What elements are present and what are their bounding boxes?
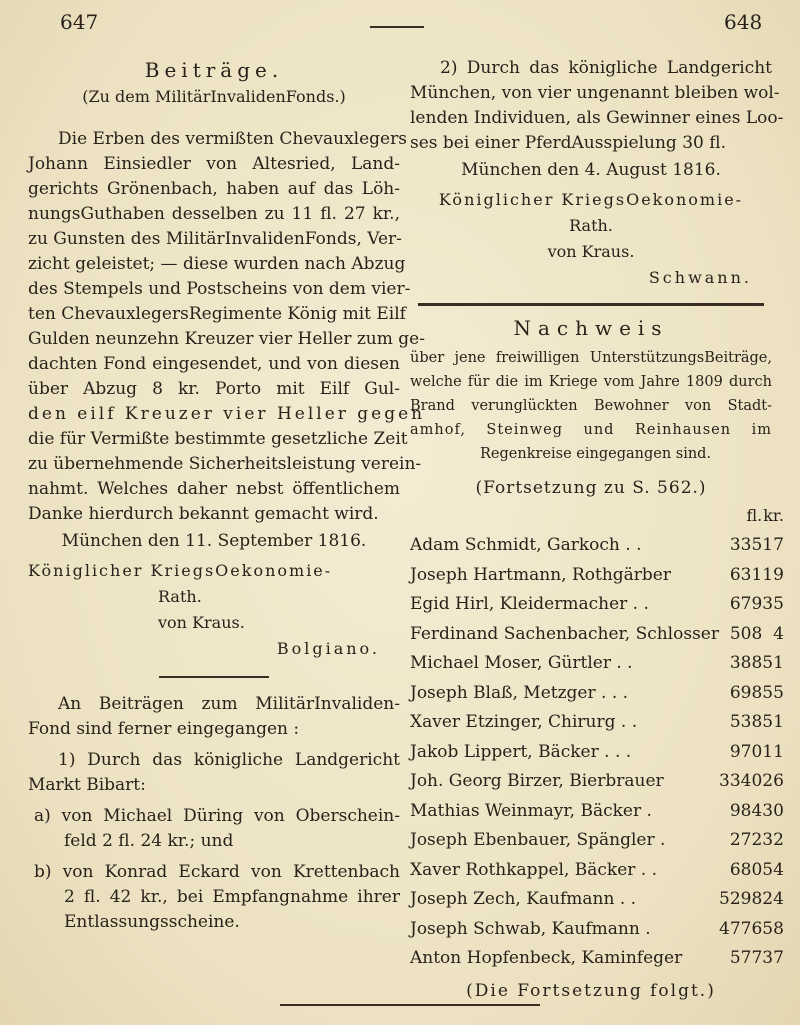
table-row <box>410 944 788 974</box>
table-cell-kr: 58 <box>762 918 784 939</box>
notice-line: gerichts Grönenbach, haben auf das Löh- <box>28 179 400 199</box>
table-row <box>410 914 788 944</box>
table-cell-kr: 37 <box>762 948 784 969</box>
notice-line: dachten Fond eingesendet, und von diesen <box>28 354 400 374</box>
table-cell-kr: 54 <box>762 859 784 880</box>
notice-line: Johann Einsiedler von Altesried, Land- <box>28 154 400 174</box>
notice-line: ses bei einer PferdAusspielung 30 fl. <box>410 133 726 153</box>
signature-org: Königlicher KriegsOekonomie- <box>28 561 333 580</box>
table-cell-kr: 11 <box>762 741 784 762</box>
table-row <box>410 619 788 649</box>
table-cell-name: Joseph Zech, Kaufmann . . <box>410 889 637 910</box>
table-cell-fl: 984 <box>729 800 763 821</box>
table-cell-fl: 680 <box>729 859 763 880</box>
signature-name: von Kraus. <box>547 242 635 261</box>
table-cell-name: Xaver Etzinger, Chirurg . . <box>410 712 638 733</box>
table-row <box>410 590 788 620</box>
header-rule <box>370 26 424 28</box>
table-cell-fl: 631 <box>729 564 763 585</box>
notice-line: die für Vermißte bestimmte gesetzliche Zeit <box>28 429 408 449</box>
notice-line: den eilf Kreuzer vier Heller gegen <box>28 404 426 424</box>
signature-org-rath: Rath. <box>569 216 613 235</box>
table-cell-kr: 26 <box>762 771 784 792</box>
list-item: Entlassungsscheine. <box>64 912 240 932</box>
table-cell-fl: 970 <box>729 741 763 762</box>
description-line: Regenkreise eingegangen sind. <box>480 446 712 462</box>
table-row <box>410 678 788 708</box>
table-cell-name: Xaver Rothkappel, Bäcker . . <box>410 859 658 880</box>
date-line: München den 4. August 1816. <box>461 160 721 180</box>
notice-line: des Stempels und Postscheins von dem vier- <box>28 279 411 299</box>
signature-clerk: Bolgiano. <box>276 639 380 658</box>
footer-rule <box>280 1004 540 1006</box>
table-cell-kr: 17 <box>762 535 784 556</box>
notice-line: lenden Individuen, als Gewinner eines Loo- <box>410 108 784 128</box>
table-cell-fl: 5298 <box>719 889 763 910</box>
table-cell-fl: 698 <box>729 682 763 703</box>
description-line: Brand verunglückten Bewohner von Stadt- <box>410 398 772 414</box>
table-cell-kr: 35 <box>762 594 784 615</box>
signature-clerk: Schwann. <box>648 268 752 287</box>
page-number-right: 648 <box>724 10 763 34</box>
table-row <box>410 767 788 797</box>
notice-line: ten ChevauxlegersRegimente König mit Eilf <box>28 304 406 324</box>
table-row <box>410 855 788 885</box>
table-cell-name: Adam Schmidt, Garkoch . . <box>410 535 642 556</box>
table-row <box>410 885 788 915</box>
notice-line: nungsGuthaben desselben zu 11 fl. 27 kr., <box>28 204 400 224</box>
table-row <box>410 708 788 738</box>
section-divider <box>418 303 764 306</box>
page-number-left: 647 <box>60 10 99 34</box>
notice-line: Fond sind ferner eingegangen : <box>28 719 300 739</box>
table-cell-fl: 577 <box>729 948 763 969</box>
table-cell-name: Anton Hopfenbeck, Kaminfeger <box>410 948 683 969</box>
nachweis-description <box>410 346 772 466</box>
notice-line: zu Gunsten des MilitärInvalidenFonds, Ver- <box>28 229 402 249</box>
notice-line: nahmt. Welches daher nebst öffentlichem <box>28 479 400 499</box>
section-title: Beiträge. <box>144 58 284 82</box>
table-cell-name: Joseph Ebenbauer, Spängler . <box>410 830 666 851</box>
column-header-fl: fl. <box>746 506 763 526</box>
date-line: München den 11. September 1816. <box>61 531 367 551</box>
table-cell-name: Jakob Lippert, Bäcker . . . <box>410 741 632 762</box>
signature-org: Königlicher KriegsOekonomie- <box>438 190 744 209</box>
table-cell-kr: 30 <box>762 800 784 821</box>
table-row <box>410 826 788 856</box>
description-line: welche für die im Kriege vom Jahre 1809 durch <box>410 374 772 390</box>
table-cell-fl: 4776 <box>719 918 763 939</box>
list-item: b) von Konrad Eckard von Krettenbach <box>34 862 400 882</box>
table-row <box>410 796 788 826</box>
table-cell-fl: 388 <box>729 653 763 674</box>
notice-line: An Beiträgen zum MilitärInvaliden- <box>58 694 400 714</box>
section-divider <box>159 676 269 678</box>
list-item: Markt Bibart: <box>28 775 146 795</box>
notice-line: Die Erben des vermißten Chevauxlegers <box>58 129 407 149</box>
notice-3 <box>410 56 784 156</box>
table-cell-fl: 272 <box>729 830 763 851</box>
list-item: 1) Durch das königliche Landgericht <box>58 750 400 770</box>
notice-line: über Abzug 8 kr. Porto mit Eilf Gul- <box>28 379 400 399</box>
notice-line: Danke hierdurch bekannt gemacht wird. <box>28 504 379 524</box>
list-item: a) von Michael Düring von Oberschein- <box>34 806 400 826</box>
closing-note: (Die Fortsetzung folgt.) <box>466 981 716 1001</box>
left-column <box>28 56 426 935</box>
table-cell-fl: 3340 <box>719 771 763 792</box>
table-cell-name: Joseph Schwab, Kaufmann . <box>410 918 651 939</box>
column-header-kr: kr. <box>763 506 784 526</box>
table-cell-name: Egid Hirl, Kleidermacher . . <box>410 594 649 615</box>
signature-org-rath: Rath. <box>158 587 202 606</box>
notice-line: Gulden neunzehn Kreuzer vier Heller zum ge- <box>28 329 425 349</box>
table-cell-kr: 24 <box>762 889 784 910</box>
table-cell-kr: 4 <box>773 623 784 644</box>
notice-line: 2) Durch das königliche Landgericht <box>440 58 772 78</box>
table-row <box>410 560 788 590</box>
list-item: 2 fl. 42 kr., bei Empfangnahme ihrer <box>64 887 400 907</box>
table-row <box>410 649 788 679</box>
nachweis-title: Nachweis <box>513 316 669 340</box>
table-cell-fl: 679 <box>729 594 763 615</box>
table-cell-name: Joseph Blaß, Metzger . . . <box>410 682 629 703</box>
table-cell-fl: 508 <box>729 623 763 644</box>
table-cell-name: Joseph Hartmann, Rothgärber <box>410 564 671 585</box>
table-header-row <box>410 501 788 531</box>
table-cell-fl: 538 <box>729 712 763 733</box>
table-row <box>410 531 788 561</box>
notice-2 <box>28 692 400 935</box>
table-cell-name: Ferdinand Sachenbacher, Schlosser <box>410 623 719 644</box>
notice-line: zicht geleistet; — diese wurden nach Abzug <box>28 254 406 274</box>
right-column <box>410 56 784 1004</box>
table-cell-name: Joh. Georg Birzer, Bierbrauer <box>410 771 664 792</box>
table-cell-name: Mathias Weinmayr, Bäcker . <box>410 800 652 821</box>
table-cell-name: Michael Moser, Gürtler . . <box>410 653 633 674</box>
continuation-note: (Fortsetzung zu S. 562.) <box>475 478 707 498</box>
signature-name: von Kraus. <box>158 613 245 632</box>
table-cell-fl: 335 <box>729 535 763 556</box>
table-cell-kr: 32 <box>762 830 784 851</box>
description-line: amhof, Steinweg und Reinhausen im <box>410 422 772 438</box>
table-cell-kr: 51 <box>762 653 784 674</box>
contributions-table <box>410 501 788 973</box>
notice-line: zu übernehmende Sicherheitsleistung verein- <box>28 454 422 474</box>
table-cell-kr: 55 <box>762 682 784 703</box>
notice-line: München, von vier ungenannt bleiben wol- <box>410 83 780 103</box>
section-subtitle: (Zu dem MilitärInvalidenFonds.) <box>82 87 346 106</box>
table-cell-kr: 51 <box>762 712 784 733</box>
description-line: über jene freiwilligen UnterstützungsBeiträge, <box>410 350 772 366</box>
table-row <box>410 737 788 767</box>
table-cell-kr: 19 <box>762 564 784 585</box>
list-item: feld 2 fl. 24 kr.; und <box>64 831 234 851</box>
notice-1 <box>28 127 426 527</box>
